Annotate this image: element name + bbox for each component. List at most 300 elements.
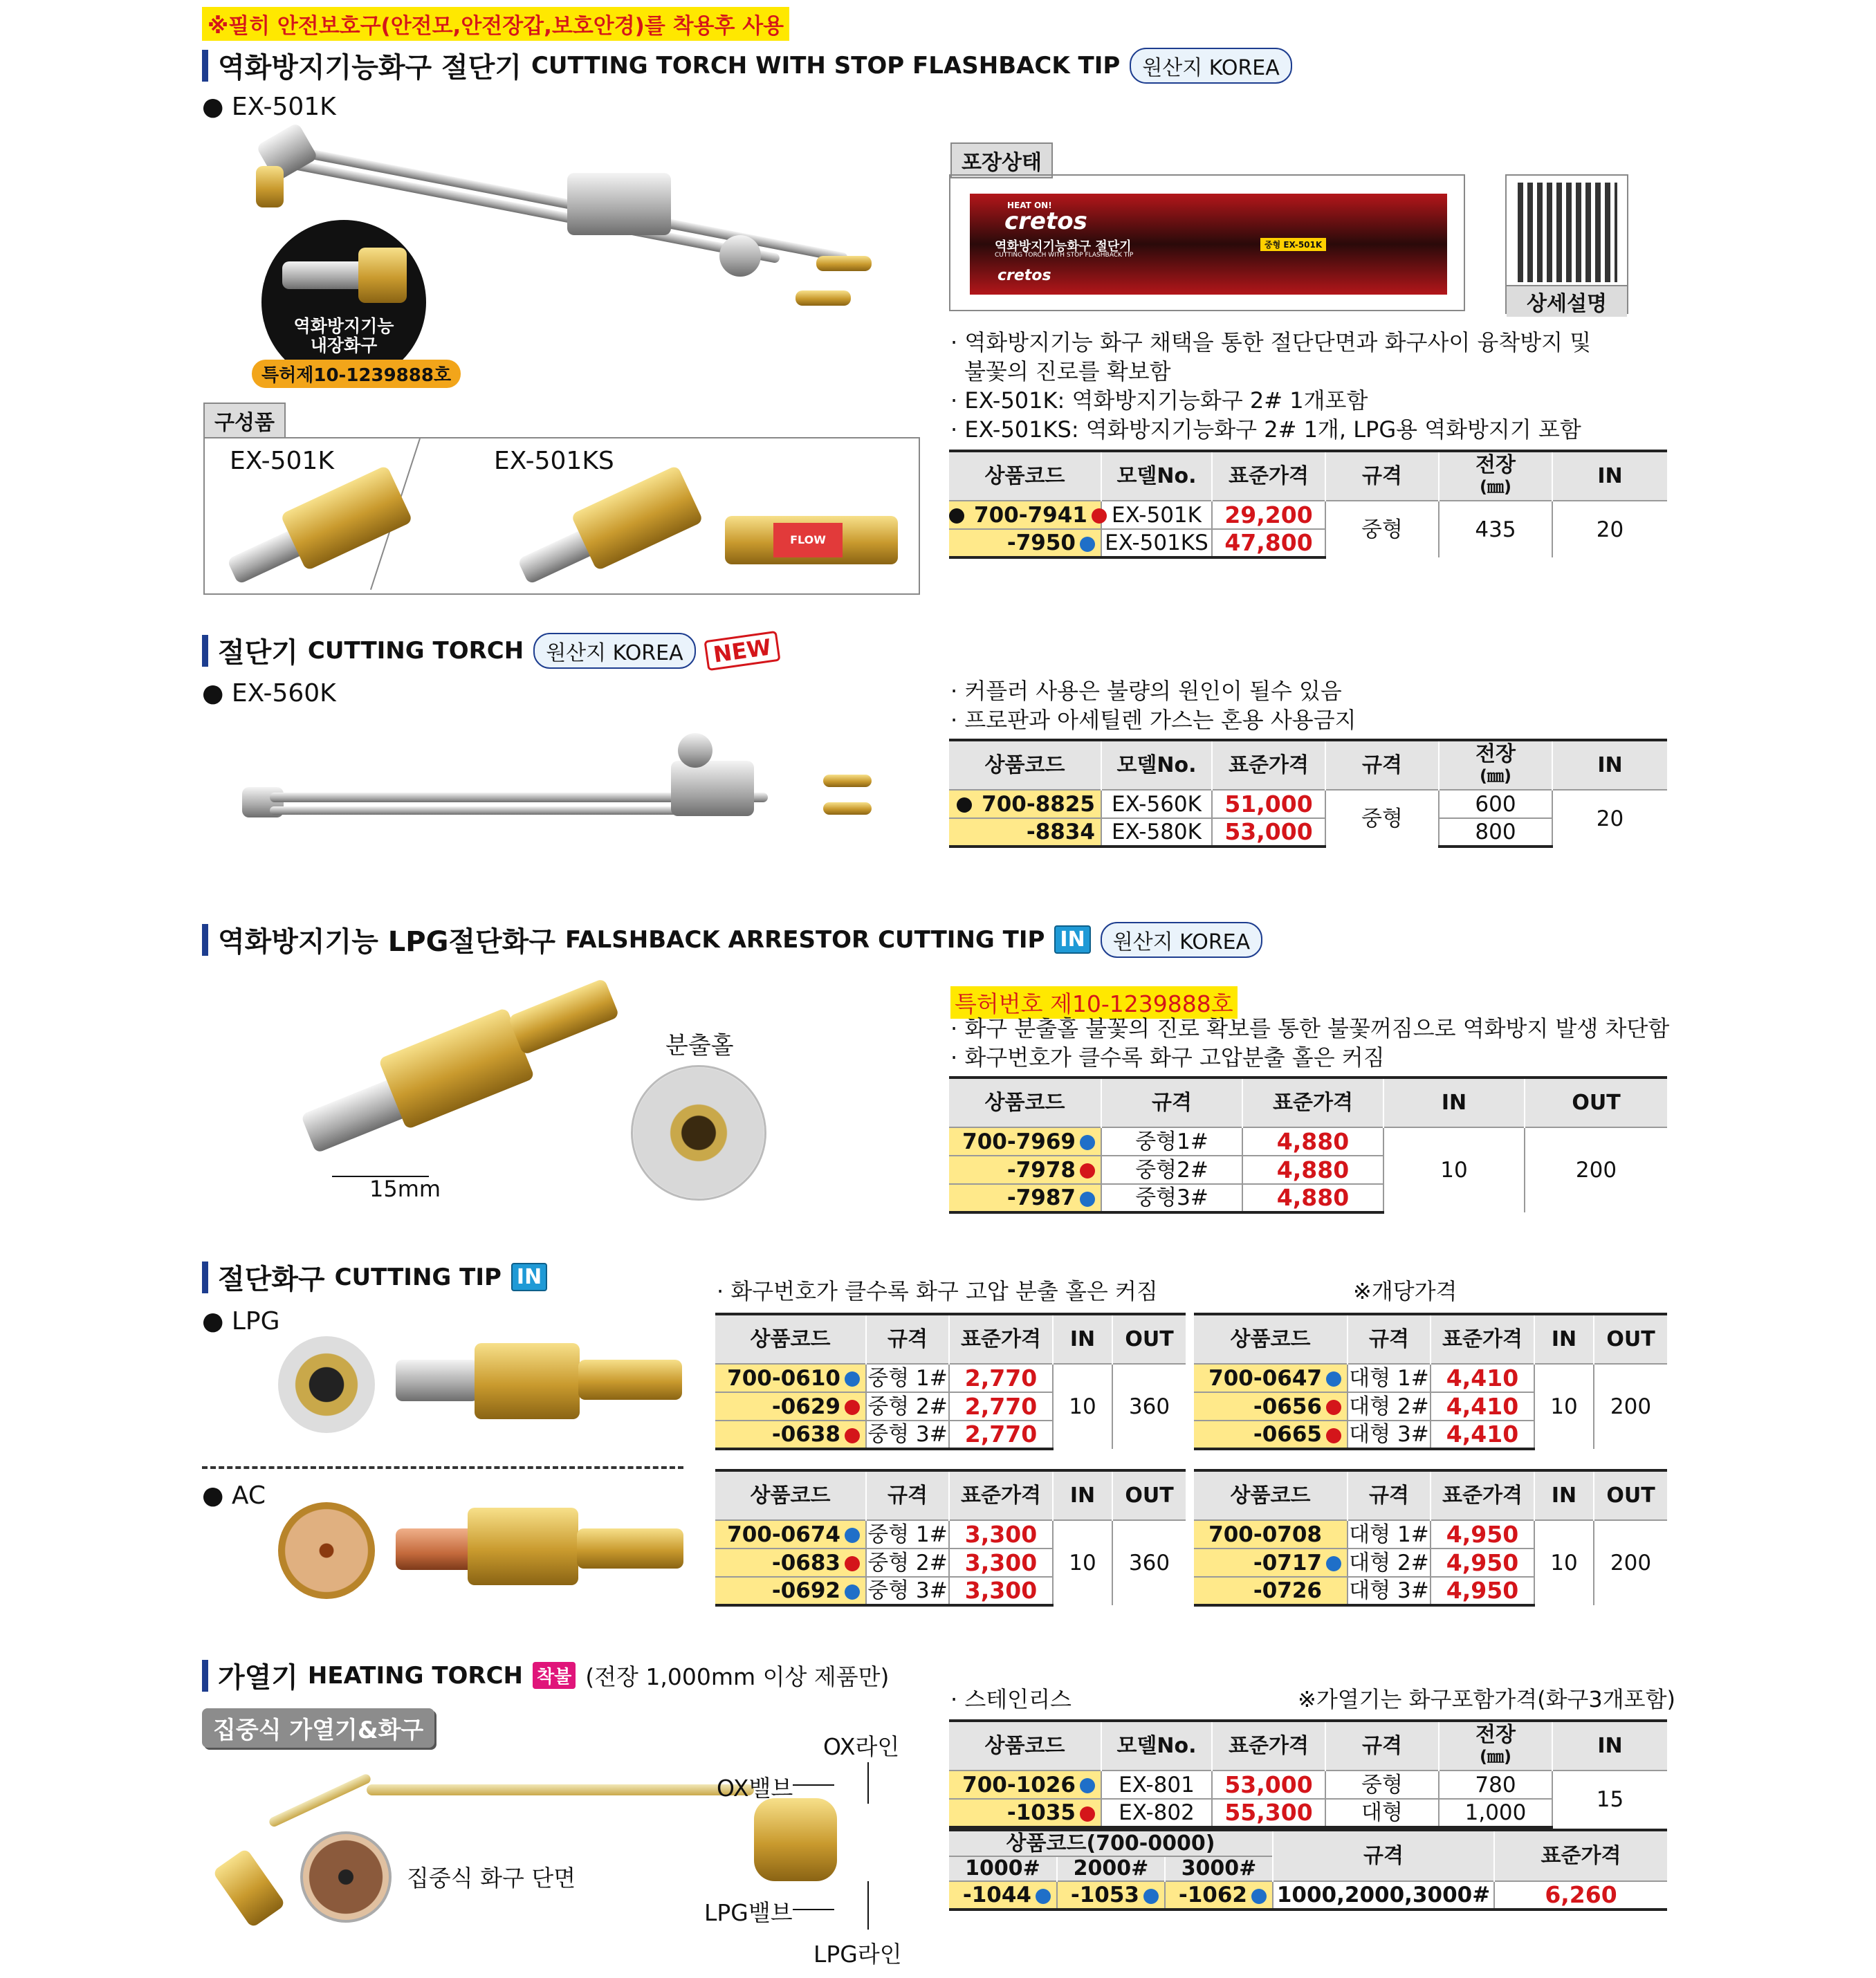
- spec: 대형 3#: [1348, 1421, 1431, 1449]
- title-bar: [202, 50, 208, 82]
- section-title-flashback-torch: [202, 46, 1292, 85]
- flashback-arrestor: [725, 516, 898, 564]
- s1-table: [949, 450, 1667, 559]
- ac-tip-nozzle: [396, 1528, 479, 1570]
- ac-tip-face: [278, 1502, 375, 1599]
- note-line: · 화구 분출홀 불꽃의 진로 확보를 통한 불꽃꺼짐으로 역화방지 발생 차단함: [950, 1015, 1670, 1042]
- section-title-cutting-tip: [202, 1257, 547, 1297]
- s5-note-price: ※가열기는 화구포함가격(화구3개포함): [1298, 1686, 1675, 1712]
- tip-thread: [508, 978, 620, 1055]
- spec: 1000,2000,3000#: [1273, 1881, 1494, 1910]
- hose-nipple: [823, 802, 872, 815]
- spec: 중형1#: [1101, 1127, 1242, 1156]
- table-row: [949, 1127, 1667, 1156]
- heat-on: HEAT ON!: [1007, 201, 1052, 210]
- product-code: [949, 790, 1101, 818]
- table-header: [715, 1314, 1186, 1364]
- product-code: [949, 1771, 1101, 1799]
- table-header: [715, 1470, 1186, 1520]
- product-code: [715, 1364, 866, 1392]
- price: 2,770: [949, 1364, 1053, 1392]
- spec: 중형 3#: [866, 1577, 949, 1605]
- price: 4,410: [1431, 1364, 1534, 1392]
- spec: 중형: [1325, 501, 1439, 557]
- origin-badge: 원산지 KOREA: [533, 633, 695, 669]
- th-length-unit: (㎜): [1480, 1747, 1511, 1766]
- color-dot-icon: [1326, 1428, 1341, 1443]
- qr-label: 상세설명: [1507, 285, 1627, 317]
- patent-badge: 특허제10-1239888호: [252, 360, 461, 388]
- lpg-tip-nozzle: [396, 1360, 479, 1401]
- concentrated-tag: 집중식 가열기&화구: [202, 1708, 434, 1748]
- table-row: [949, 1771, 1667, 1799]
- price: 4,880: [1242, 1156, 1383, 1184]
- product-code: [1194, 1549, 1348, 1577]
- section-closeup: [300, 1831, 392, 1923]
- box-model: 중형 EX-501K: [1260, 238, 1326, 251]
- patent-number: 특허번호 제10-1239888호: [950, 986, 1238, 1019]
- packaging-tag: 포장상태: [950, 142, 1053, 178]
- note-line: · 커플러 사용은 불량의 원인이 될수 있음: [950, 678, 1342, 704]
- length: 435: [1439, 501, 1552, 557]
- code-text: 700-7969: [962, 1129, 1076, 1154]
- code-text: -1062: [1178, 1883, 1248, 1907]
- in-qty: 10: [1053, 1364, 1112, 1449]
- color-dot-icon: [845, 1371, 860, 1387]
- spec: 대형 1#: [1348, 1364, 1431, 1392]
- in-qty: 10: [1534, 1520, 1594, 1605]
- th-out: OUT: [1594, 1470, 1667, 1520]
- price: 4,950: [1431, 1520, 1534, 1549]
- model-no: EX-801: [1101, 1771, 1212, 1799]
- price: 3,300: [949, 1520, 1053, 1549]
- th-out: OUT: [1525, 1078, 1667, 1127]
- product-code: [949, 1184, 1101, 1212]
- brand-logo: cretos: [1004, 207, 1087, 235]
- th-price: 표준가격: [1431, 1470, 1534, 1520]
- ox-valve-label: OX밸브: [717, 1775, 793, 1802]
- title-ko: 가열기: [218, 1662, 298, 1694]
- title-ko: 절단화구: [218, 1264, 325, 1295]
- s4-table-lpg-medium: [715, 1313, 1186, 1450]
- code-text: -0726: [1253, 1578, 1322, 1603]
- title-en: FALSHBACK ARRESTOR CUTTING TIP: [564, 925, 1045, 954]
- table-row: [715, 1520, 1186, 1549]
- th-in: IN: [1053, 1314, 1112, 1364]
- part2-body: [571, 465, 704, 571]
- out-qty: 200: [1525, 1127, 1667, 1212]
- price: 4,410: [1431, 1421, 1534, 1449]
- th-spec: 규격: [1325, 451, 1439, 501]
- valve-body: [567, 173, 671, 235]
- th-2000: 2000#: [1057, 1856, 1165, 1881]
- s1-notes: [950, 328, 1591, 444]
- product-code: [949, 529, 1101, 557]
- th-in: IN: [1552, 1721, 1667, 1771]
- title-bar: [202, 1660, 208, 1692]
- s3-table: [949, 1076, 1667, 1214]
- code-text: -7987: [1006, 1185, 1076, 1210]
- model-no: EX-501K: [1101, 501, 1212, 529]
- color-dot-icon: [1080, 1806, 1095, 1822]
- th-in: IN: [1534, 1470, 1594, 1520]
- box-subtitle: CUTTING TORCH WITH STOP FLASHBACK TIP: [995, 252, 1134, 259]
- length: 780: [1439, 1771, 1552, 1799]
- torch-neck: [268, 1773, 372, 1828]
- in-badge: IN: [1054, 925, 1090, 954]
- out-qty: 360: [1112, 1520, 1186, 1605]
- th-code: 상품코드: [1194, 1470, 1348, 1520]
- table-row: [949, 790, 1667, 818]
- lpg-tip-thread: [578, 1360, 682, 1400]
- title-ko: 역화방지기능 LPG절단화구: [218, 926, 555, 958]
- title-en: CUTTING TIP: [334, 1263, 502, 1291]
- out-qty: 360: [1112, 1364, 1186, 1449]
- torch-tube: [367, 1784, 754, 1795]
- th-code: 상품코드: [949, 451, 1101, 501]
- color-dot-icon: [1080, 1192, 1095, 1207]
- torch-image-ex560k: [242, 733, 892, 837]
- th-in: IN: [1552, 740, 1667, 790]
- th-out: OUT: [1112, 1314, 1186, 1364]
- model-label: ● EX-501K: [202, 93, 336, 121]
- lpg-tip-face: [278, 1336, 375, 1433]
- th-code-group: 상품코드(700-0000): [949, 1830, 1273, 1856]
- s4-note: · 화구번호가 클수록 화구 고압 분출 홀은 커짐: [717, 1278, 1158, 1304]
- spec: 중형 3#: [866, 1421, 949, 1449]
- hose-nipple: [823, 775, 872, 787]
- s2-notes: [950, 676, 1357, 734]
- color-dot-icon: [1326, 1400, 1341, 1415]
- in-qty: 10: [1534, 1364, 1594, 1449]
- th-price: 표준가격: [949, 1470, 1053, 1520]
- origin-badge: 원산지 KOREA: [1130, 48, 1291, 84]
- color-dot-placeholder: [1326, 1584, 1341, 1600]
- in-qty: 20: [1552, 790, 1667, 847]
- table-header: [1194, 1470, 1667, 1520]
- th-model: 모델No.: [1101, 740, 1212, 790]
- table-row: [1194, 1364, 1667, 1392]
- table-header: [949, 1830, 1667, 1856]
- code-text: -1035: [1006, 1800, 1076, 1825]
- product-code: [715, 1520, 866, 1549]
- spec: 중형 1#: [866, 1364, 949, 1392]
- th-spec: 규격: [1273, 1830, 1494, 1881]
- torch-tube: [270, 806, 726, 815]
- th-in: IN: [1534, 1314, 1594, 1364]
- model-no: EX-560K: [1101, 790, 1212, 818]
- parts-tag: 구성품: [203, 403, 286, 438]
- color-dot-icon: [1143, 1889, 1159, 1904]
- th-price: 표준가격: [1212, 1721, 1325, 1771]
- code-text: 700-0647: [1208, 1365, 1322, 1391]
- title-en: HEATING TORCH: [307, 1661, 524, 1690]
- brand-logo-2: cretos: [997, 267, 1051, 284]
- th-code: 상품코드: [715, 1470, 866, 1520]
- th-length: [1439, 451, 1552, 501]
- th-3000: 3000#: [1165, 1856, 1273, 1881]
- product-code: [949, 818, 1101, 847]
- in-qty: 15: [1552, 1771, 1667, 1827]
- th-length-unit: (㎜): [1480, 766, 1511, 786]
- price: 2,770: [949, 1421, 1053, 1449]
- price: 55,300: [1212, 1799, 1325, 1827]
- code-text: -7978: [1006, 1157, 1076, 1183]
- title-en: CUTTING TORCH: [307, 636, 524, 665]
- cod-badge: 착불: [533, 1662, 576, 1689]
- th-spec: 규격: [866, 1314, 949, 1364]
- spec: 대형 2#: [1348, 1392, 1431, 1421]
- title-ko: 역화방지기능화구 절단기: [218, 52, 522, 84]
- s5-table: [949, 1719, 1667, 1829]
- ac-tip-nut: [468, 1508, 578, 1585]
- in-badge: IN: [511, 1263, 547, 1291]
- th-in: IN: [1383, 1078, 1525, 1127]
- product-code: [1057, 1881, 1165, 1910]
- ox-line-label: OX라인: [823, 1733, 900, 1760]
- lpg-valve-leader: [793, 1909, 834, 1910]
- s2-table: [949, 739, 1667, 848]
- note-line: 불꽃의 진로를 확보함: [964, 358, 1171, 385]
- lpg-line-leader: [867, 1881, 869, 1930]
- table-header: [949, 451, 1667, 501]
- valve-yoke: [754, 1798, 837, 1881]
- out-qty: 200: [1594, 1364, 1667, 1449]
- dimension-label: 15mm: [369, 1176, 441, 1202]
- th-spec: 규격: [1348, 1314, 1431, 1364]
- product-code: [715, 1421, 866, 1449]
- th-spec: 규격: [1348, 1470, 1431, 1520]
- th-code: 상품코드: [949, 1721, 1101, 1771]
- product-code: [1194, 1364, 1348, 1392]
- title-en: CUTTING TORCH WITH STOP FLASHBACK TIP: [531, 51, 1121, 80]
- price: 51,000: [1212, 790, 1325, 818]
- order-note: (전장 1,000mm 이상 제품만): [585, 1663, 890, 1690]
- th-price: 표준가격: [1494, 1830, 1667, 1881]
- box-title: 역화방지기능화구 절단기: [995, 239, 1132, 254]
- th-length-label: 전장: [1475, 1723, 1516, 1747]
- price: 4,880: [1242, 1184, 1383, 1212]
- ox-line-leader: [867, 1762, 869, 1804]
- th-1000: 1000#: [949, 1856, 1057, 1881]
- color-dot-icon: [1326, 1556, 1341, 1571]
- out-qty: 200: [1594, 1520, 1667, 1605]
- title-bar: [202, 924, 208, 956]
- hole-label: 분출홀: [665, 1032, 734, 1060]
- length: 1,000: [1439, 1799, 1552, 1827]
- new-badge: NEW: [704, 630, 780, 670]
- product-code: [949, 1156, 1101, 1184]
- price: 4,880: [1242, 1127, 1383, 1156]
- table-header: [1194, 1314, 1667, 1364]
- model-no: EX-501KS: [1101, 529, 1212, 557]
- color-dot-icon: [1080, 537, 1095, 552]
- product-code: [949, 1127, 1101, 1156]
- lpg-valve-label: LPG밸브: [704, 1899, 793, 1926]
- product-code: [949, 1799, 1101, 1827]
- code-text: 700-0708: [1208, 1522, 1322, 1547]
- section-label: 집중식 화구 단면: [407, 1865, 576, 1892]
- table-row: [949, 1881, 1667, 1910]
- product-code: [715, 1577, 866, 1605]
- length: 600: [1439, 790, 1552, 818]
- table-row: [949, 501, 1667, 529]
- product-code: [1194, 1392, 1348, 1421]
- code-text: 700-7941: [974, 502, 1087, 528]
- ox-valve-leader: [793, 1784, 834, 1786]
- code-text: 700-0674: [727, 1522, 840, 1547]
- part2-label: EX-501KS: [494, 447, 614, 475]
- th-length-label: 전장: [1475, 453, 1516, 477]
- s5-note: · 스테인리스: [950, 1686, 1072, 1712]
- spec: 중형3#: [1101, 1184, 1242, 1212]
- color-dot-icon: [845, 1528, 860, 1543]
- price: 4,950: [1431, 1577, 1534, 1605]
- price: 6,260: [1494, 1881, 1667, 1910]
- color-dot-placeholder: [1326, 1528, 1341, 1543]
- color-dot-icon: [1080, 1135, 1095, 1150]
- price: 4,950: [1431, 1549, 1534, 1577]
- safety-warning: ※필히 안전보호구(안전모,안전장갑,보호안경)를 착용후 사용: [202, 7, 789, 41]
- color-dot-icon: [1036, 1889, 1051, 1904]
- th-length: [1439, 740, 1552, 790]
- code-text: -0717: [1253, 1550, 1322, 1575]
- product-code: [949, 501, 1101, 529]
- code-text: -0629: [771, 1394, 840, 1419]
- bullet-icon: [949, 508, 964, 524]
- code-text: -0683: [771, 1550, 840, 1575]
- note-line: · 역화방지기능 화구 채택을 통한 절단단면과 화구사이 융착방지 및: [950, 329, 1592, 355]
- spec: 중형: [1325, 790, 1439, 847]
- lpg-line-label: LPG라인: [813, 1941, 902, 1968]
- section-title-heating-torch: [202, 1656, 889, 1695]
- table-header: [949, 740, 1667, 790]
- code-text: 700-0610: [727, 1365, 840, 1391]
- product-code: [1165, 1881, 1273, 1910]
- lpg-tip-nut: [475, 1343, 580, 1419]
- price: 2,770: [949, 1392, 1053, 1421]
- dashed-divider: [202, 1466, 683, 1469]
- qr-box[interactable]: [1505, 174, 1628, 314]
- torch-tip: [212, 1848, 286, 1928]
- table-header: [949, 1078, 1667, 1127]
- title-bar: [202, 635, 208, 667]
- spec: 중형 2#: [866, 1392, 949, 1421]
- s4-table-ac-medium: [715, 1469, 1186, 1607]
- spec: 대형 1#: [1348, 1520, 1431, 1549]
- th-spec: 규격: [866, 1470, 949, 1520]
- qr-code[interactable]: [1518, 183, 1617, 282]
- s4-table-ac-large: [1194, 1469, 1667, 1607]
- color-dot-icon: [1080, 1778, 1095, 1793]
- price: 47,800: [1212, 529, 1325, 557]
- code-text: -0656: [1253, 1394, 1322, 1419]
- lpg-label: ● LPG: [202, 1307, 280, 1335]
- part1-label: EX-501K: [230, 447, 334, 475]
- parts-box: [203, 437, 920, 595]
- model-no: EX-580K: [1101, 818, 1212, 847]
- product-code: [715, 1549, 866, 1577]
- spec: 대형 2#: [1348, 1549, 1431, 1577]
- note-line: · EX-501K: 역화방지기능화구 2# 1개포함: [950, 387, 1368, 414]
- spec: 대형: [1325, 1799, 1439, 1827]
- valve-knob: [719, 235, 761, 277]
- in-qty: 20: [1552, 501, 1667, 557]
- inset-label: 역화방지기능 내장화구: [293, 316, 394, 355]
- flow-label: FLOW: [773, 523, 843, 557]
- th-code: 상품코드: [949, 1078, 1101, 1127]
- table-header: [949, 1721, 1667, 1771]
- th-price: 표준가격: [949, 1314, 1053, 1364]
- th-code: 상품코드: [949, 740, 1101, 790]
- valve-body: [671, 761, 754, 816]
- note-line: · 화구번호가 클수록 화구 고압분출 홀은 커짐: [950, 1044, 1385, 1071]
- table-row: [715, 1364, 1186, 1392]
- th-code: 상품코드: [715, 1314, 866, 1364]
- s5-tip-table: [949, 1829, 1667, 1911]
- th-price: 표준가격: [1212, 740, 1325, 790]
- price: 3,300: [949, 1577, 1053, 1605]
- hole-closeup: [631, 1065, 766, 1201]
- product-code: [1194, 1421, 1348, 1449]
- in-qty: 10: [1053, 1520, 1112, 1605]
- model-no: EX-802: [1101, 1799, 1212, 1827]
- ac-label: ● AC: [202, 1481, 266, 1510]
- inset-tip: [282, 261, 365, 289]
- th-length-label: 전장: [1475, 742, 1516, 766]
- th-spec: 규격: [1325, 740, 1439, 790]
- inset-nut: [358, 248, 407, 303]
- color-dot-icon: [845, 1556, 860, 1571]
- product-code: [1194, 1520, 1348, 1549]
- th-model: 모델No.: [1101, 1721, 1212, 1771]
- th-length: [1439, 1721, 1552, 1771]
- code-text: -0638: [771, 1422, 840, 1447]
- hose-nipple: [796, 290, 851, 306]
- color-dot-icon: [845, 1584, 860, 1600]
- th-out: OUT: [1112, 1470, 1186, 1520]
- bullet-icon: [957, 797, 972, 813]
- lpg-tip-image: [304, 989, 636, 1148]
- table-row: [1194, 1520, 1667, 1549]
- note-line: · EX-501KS: 역화방지기능화구 2# 1개, LPG용 역화방지기 포함: [950, 416, 1581, 443]
- s3-notes: [950, 1014, 1669, 1072]
- th-model: 모델No.: [1101, 451, 1212, 501]
- code-text: -0692: [771, 1578, 840, 1603]
- color-dot-icon: [1092, 508, 1107, 524]
- s4-table-lpg-large: [1194, 1313, 1667, 1450]
- length: 800: [1439, 818, 1552, 847]
- valve-knob: [678, 733, 712, 768]
- spec: 대형 3#: [1348, 1577, 1431, 1605]
- code-text: 700-8825: [982, 791, 1095, 817]
- s4-note-price: ※개당가격: [1353, 1278, 1457, 1304]
- product-code: [949, 1881, 1057, 1910]
- code-text: -7950: [1006, 530, 1076, 555]
- price: 4,410: [1431, 1392, 1534, 1421]
- price: 29,200: [1212, 501, 1325, 529]
- th-spec: 규격: [1325, 1721, 1439, 1771]
- section-title-cutting-torch: [202, 631, 779, 670]
- package-image: [970, 194, 1447, 295]
- th-price: 표준가격: [1212, 451, 1325, 501]
- note-line: · 프로판과 아세틸렌 가스는 혼용 사용금지: [950, 707, 1357, 733]
- price: 3,300: [949, 1549, 1053, 1577]
- product-code: [715, 1392, 866, 1421]
- torch-tip: [256, 166, 284, 207]
- hose-nipple: [816, 256, 872, 271]
- color-dot-icon: [1326, 1371, 1341, 1387]
